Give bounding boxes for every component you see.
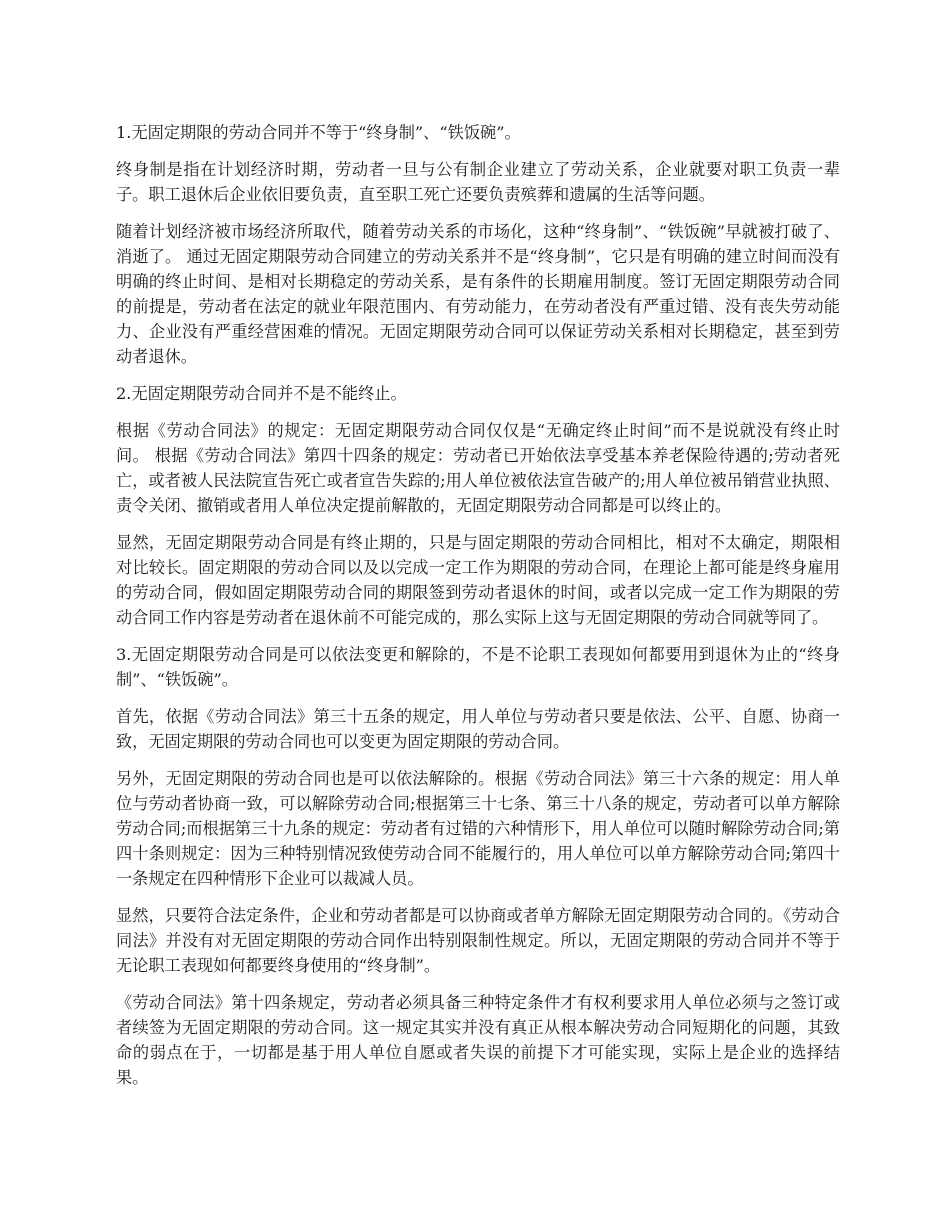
heading-3: 3.无固定期限劳动合同是可以依法变更和解除的，不是不论职工表现如何都要用到退休为止的“终身制”、“铁饭碗”。: [116, 645, 840, 689]
paragraph: 首先，依据《劳动合同法》第三十五条的规定，用人单位与劳动者只要是依法、公平、自愿、协商一致，无固定期限的劳动合同也可以变更为固定期限的劳动合同。: [116, 707, 840, 751]
paragraph: 显然，无固定期限劳动合同是有终止期的，只是与固定期限的劳动合同相比，相对不太确定，期限相对比较长。固定期限的劳动合同以及以完成一定工作为期限的劳动合同，在理论上都可能是终身雇用的劳动合同，假如固定期限劳动合同的期限签到劳动者退休的时间，或者以完成一定工作为期限的劳动合同工作内容是劳动者在退休前不可能完成的，那么实际上这与无固定期限的劳动合同就等同了。: [116, 533, 840, 627]
paragraph: 另外，无固定期限的劳动合同也是可以依法解除的。根据《劳动合同法》第三十六条的规定：用人单位与劳动者协商一致，可以解除劳动合同;根据第三十七条、第三十八条的规定，劳动者可以单方解除劳动合同;而根据第三十九条的规定：劳动者有过错的六种情形下，用人单位可以随时解除劳动合同;第四十条则规定：因为三种特别情况致使劳动合同不能履行的，用人单位可以单方解除劳动合同;第四十一条规定在四种情形下企业可以裁减人员。: [116, 769, 840, 888]
paragraph: 根据《劳动合同法》的规定：无固定期限劳动合同仅仅是“无确定终止时间”而不是说就没有终止时间。 根据《劳动合同法》第四十四条的规定：劳动者已开始依法享受基本养老保险待遇的;劳动者死亡，或者被人民法院宣告死亡或者宣告失踪的;用人单位被依法宣告破产的;用人单位被吊销营业执照、责令关闭、撤销或者用人单位决定提前解散的，无固定期限劳动合同都是可以终止的。: [116, 421, 840, 515]
paragraph: 显然，只要符合法定条件，企业和劳动者都是可以协商或者单方解除无固定期限劳动合同的。《劳动合同法》并没有对无固定期限的劳动合同作出特别限制性规定。所以，无固定期限的劳动合同并不等于无论职工表现如何都要终身使用的“终身制”。: [116, 906, 840, 975]
document-body: [116, 120, 840, 1102]
paragraph: 《劳动合同法》第十四条规定，劳动者必须具备三种特定条件才有权利要求用人单位必须与之签订或者续签为无固定期限的劳动合同。这一规定其实并没有真正从根本解决劳动合同短期化的问题，其致命的弱点在于，一切都是基于用人单位自愿或者失误的前提下才可能实现，实际上是企业的选择结果。: [116, 993, 840, 1087]
paragraph: 终身制是指在计划经济时期，劳动者一旦与公有制企业建立了劳动关系，企业就要对职工负责一辈子。职工退休后企业依旧要负责，直至职工死亡还要负责殡葬和遗属的生活等问题。: [116, 160, 840, 204]
heading-1: 1.无固定期限的劳动合同并不等于“终身制”、“铁饭碗”。: [116, 123, 521, 142]
heading-2: 2.无固定期限劳动合同并不是不能终止。: [116, 384, 407, 403]
paragraph: 随着计划经济被市场经济所取代，随着劳动关系的市场化，这种“终身制”、“铁饭碗”早就被打破了、消逝了。 通过无固定期限劳动合同建立的劳动关系并不是“终身制”，它只是有明确的建立时间而没有明确的终止时间、是相对长期稳定的劳动关系，是有条件的长期雇用制度。签订无固定期限劳动合同的前提是，劳动者在法定的就业年限范围内、有劳动能力，在劳动者没有严重过错、没有丧失劳动能力、企业没有严重经营困难的情况。无固定期限劳动合同可以保证劳动关系相对长期稳定，甚至到劳动者退休。: [116, 222, 840, 366]
